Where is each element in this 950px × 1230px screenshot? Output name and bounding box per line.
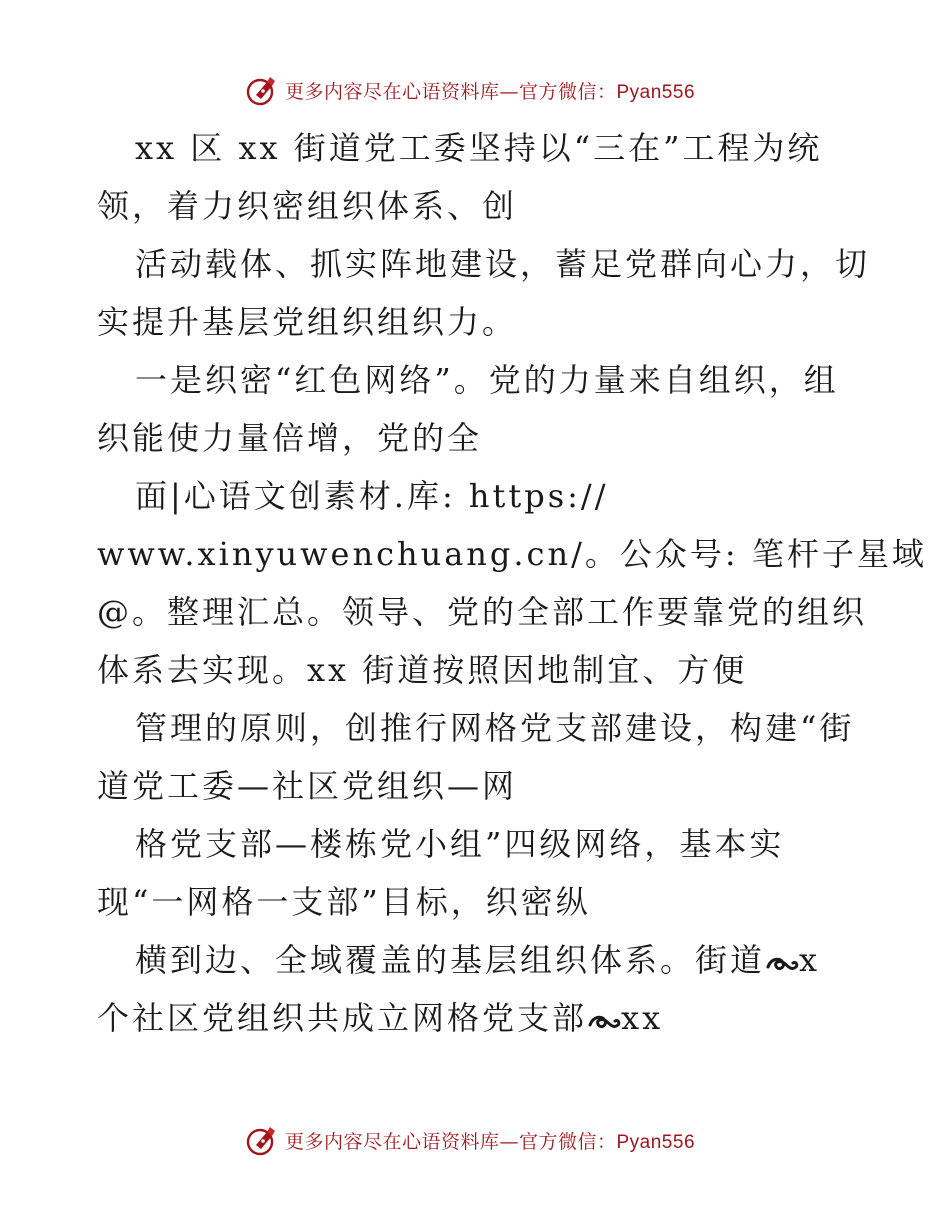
paragraph-line: 活动载体、抓实阵地建设，蓄足党群向心力，切	[135, 245, 871, 283]
paragraph-line: 织能使力量倍增，党的全	[97, 419, 483, 457]
paragraph-line: 领，着力织密组织体系、创	[97, 187, 518, 225]
paragraph-line: 现“一网格一支部”目标，织密纵	[97, 883, 591, 921]
banner-text: 更多内容尽在心语资料库—官方微信：Pyan556	[284, 1130, 696, 1153]
paragraph-line: xx 区 xx 街道党工委坚持以“三在”工程为统	[135, 129, 823, 167]
paragraph-line: 一是织密“红色网络”。党的力量来自组织，组	[135, 361, 839, 399]
banner-text: 更多内容尽在心语资料库—官方微信：Pyan556	[284, 80, 696, 103]
paragraph-line	[97, 998, 663, 1038]
ornament-swirl-icon	[765, 952, 799, 974]
line-text: xx	[621, 999, 664, 1037]
paragraph-line	[135, 940, 820, 980]
paragraph-line: 道党工委—社区党组织—网	[97, 767, 518, 805]
paragraph-line: 面|心语文创素材.库: https://	[135, 477, 609, 515]
footer-banner	[0, 1120, 950, 1160]
paragraph-line: 格党支部—楼栋党小组”四级网络，基本实	[135, 825, 785, 863]
line-text: 横到边、全域覆盖的基层组织体系。街道	[135, 941, 766, 979]
line-text: x	[799, 941, 821, 979]
pen-nib-logo-icon	[245, 1123, 279, 1157]
line-text: 个社区党组织共成立网格党支部	[97, 999, 588, 1037]
paragraph-line: 体系去实现。xx 街道按照因地制宜、方便	[97, 651, 748, 689]
paragraph-line: @。整理汇总。领导、党的全部工作要靠党的组织	[97, 593, 868, 631]
ornament-swirl-icon	[587, 1010, 621, 1032]
paragraph-line: 管理的原则，创推行网格党支部建设，构建“街	[135, 709, 855, 747]
url-line: www.xinyuwenchuang.cn/。公众号: 笔杆子星域	[97, 535, 927, 573]
paragraph-line: 实提升基层党组织组织力。	[97, 303, 518, 341]
